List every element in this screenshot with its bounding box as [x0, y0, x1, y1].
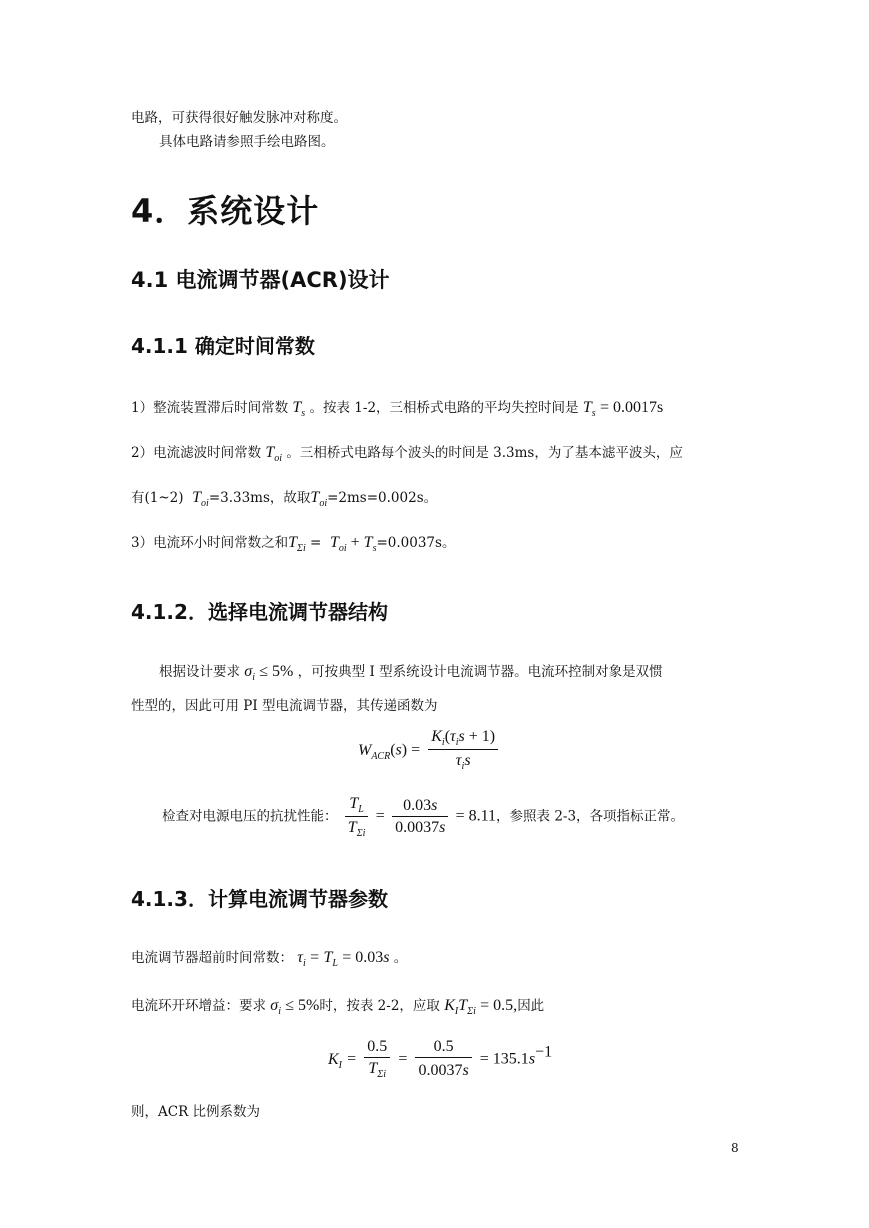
gain-label: 电流环开环增益：要求: [131, 998, 266, 1014]
gain-mid: 时，按表 2-2，应取: [319, 998, 440, 1014]
item-3-end: =0.0037s。: [376, 535, 456, 551]
chapter-title: 4．系统设计: [131, 192, 320, 230]
ts-symbol: $T_s$: [292, 399, 306, 419]
tsum-symbol: $T_{\Sigma i}$: [288, 534, 306, 554]
item-2b-prefix: 有(1~2): [131, 490, 184, 506]
check-result: = 8.11: [455, 807, 497, 825]
check-tail: ，参照表 2-3，各项指标正常。: [496, 808, 685, 825]
para-1b: ，可按典型 I 型系统设计电流调节器。电流环控制对象是双惯: [297, 664, 663, 680]
ki-den: 0.0037: [418, 1062, 463, 1079]
item-2b-line: [131, 486, 437, 509]
ki-num-2: 0.5: [415, 1038, 471, 1058]
item-2-rest: 。三相桥式电路每个波头的时间是 3.3ms，为了基本滤平波头，应: [286, 445, 683, 461]
toi-symbol-2: $T_{oi}$: [192, 489, 209, 509]
section-4-1-2-title: 4.1.2．选择电流调节器结构: [131, 600, 388, 624]
item-3-eq: =: [310, 535, 322, 551]
ts-symbol-2: $T_s$: [582, 399, 596, 419]
lead-label: 电流调节器超前时间常数：: [131, 950, 293, 966]
section-4-1-3-title: 4.1.3．计算电流调节器参数: [131, 887, 388, 911]
ki-num: 0.5: [364, 1038, 390, 1058]
para-1: [159, 660, 663, 683]
item-3-line: [131, 531, 455, 554]
acr-line: 则，ACR 比例系数为: [131, 1104, 261, 1120]
intro-line-2: 具体电路请参照手绘电路图。: [159, 134, 335, 150]
section-4-1-1-title: 4.1.1 确定时间常数: [131, 334, 315, 358]
item-1-mid: 。按表 1-2，三相桥式电路的平均失控时间是: [309, 400, 579, 416]
gain-cond: ≤ 5%: [285, 997, 320, 1014]
item-3-text: 3）电流环小时间常数之和: [131, 535, 289, 551]
lead-value: = 0.03: [342, 949, 384, 966]
toi-plus-ts: $T_{oi} + T_s$: [329, 534, 377, 554]
item-2-text: 2）电流滤波时间常数: [131, 445, 262, 461]
sigma-cond: ≤ 5%: [259, 663, 294, 680]
check-label: 检查对电源电压的抗扰性能：: [162, 808, 338, 825]
gain-line: 电流环开环增益：要求 $\sigma_i \le 5\%$时，按表 2-2，应取 $K_IT_{\Sigma i} = 0.5$,因此: [131, 997, 545, 1017]
gain-value: = 0.5,: [480, 997, 518, 1014]
item-2-line: [131, 441, 683, 464]
toi-symbol-3: $T_{oi}$: [310, 489, 328, 509]
ki-exp: −1: [535, 1043, 553, 1061]
gain-end: 因此: [517, 998, 545, 1014]
page-number: 8: [731, 1141, 739, 1155]
check-den: 0.0037: [395, 819, 440, 836]
intro-line-1: 电路，可获得很好触发脉冲对称度。: [131, 110, 347, 126]
item-2b-end: =2ms=0.002s。: [327, 490, 438, 506]
ki-equation: $K_I$ = $\frac{0.5}{T_{\Sigma i}}$ = $\frac{0.5}{0.0037s}$ = $135.1s^{-1}$: [328, 1038, 553, 1080]
toi-symbol: $T_{oi}$: [265, 444, 283, 464]
ki-result: = 135.1: [479, 1050, 529, 1068]
sigma-symbol: $\sigma_i$: [244, 663, 255, 683]
para-2: 性型的，因此可用 PI 型电流调节器，其传递函数为: [131, 698, 438, 714]
item-1-text: 1）整流装置滞后时间常数: [131, 400, 289, 416]
wacr-equation: $W_{ACR}(s)$ = $\frac{K_i(\tau_is + 1)}{\tau_is}$: [358, 728, 501, 772]
item-1-line: [131, 396, 663, 419]
lead-line: 电流调节器超前时间常数： $\tau_i = T_L = 0.03s$ 。: [131, 949, 408, 969]
check-line: 检查对电源电压的抗扰性能： $\frac{T_L}{T_{\Sigma i}}$ = $\frac{0.03s}{0.0037s}$ = 8.11，参照表 2-3，各项指标正常。: [162, 795, 685, 839]
item-2b-mid: =3.33ms，故取: [208, 490, 311, 506]
section-4-1-title: 4.1 电流调节器(ACR)设计: [131, 268, 390, 292]
item-1-value: = 0.0017s: [599, 399, 664, 416]
check-num: 0.03: [403, 797, 432, 814]
lead-end: 。: [393, 950, 408, 966]
para-1a: 根据设计要求: [159, 664, 240, 680]
